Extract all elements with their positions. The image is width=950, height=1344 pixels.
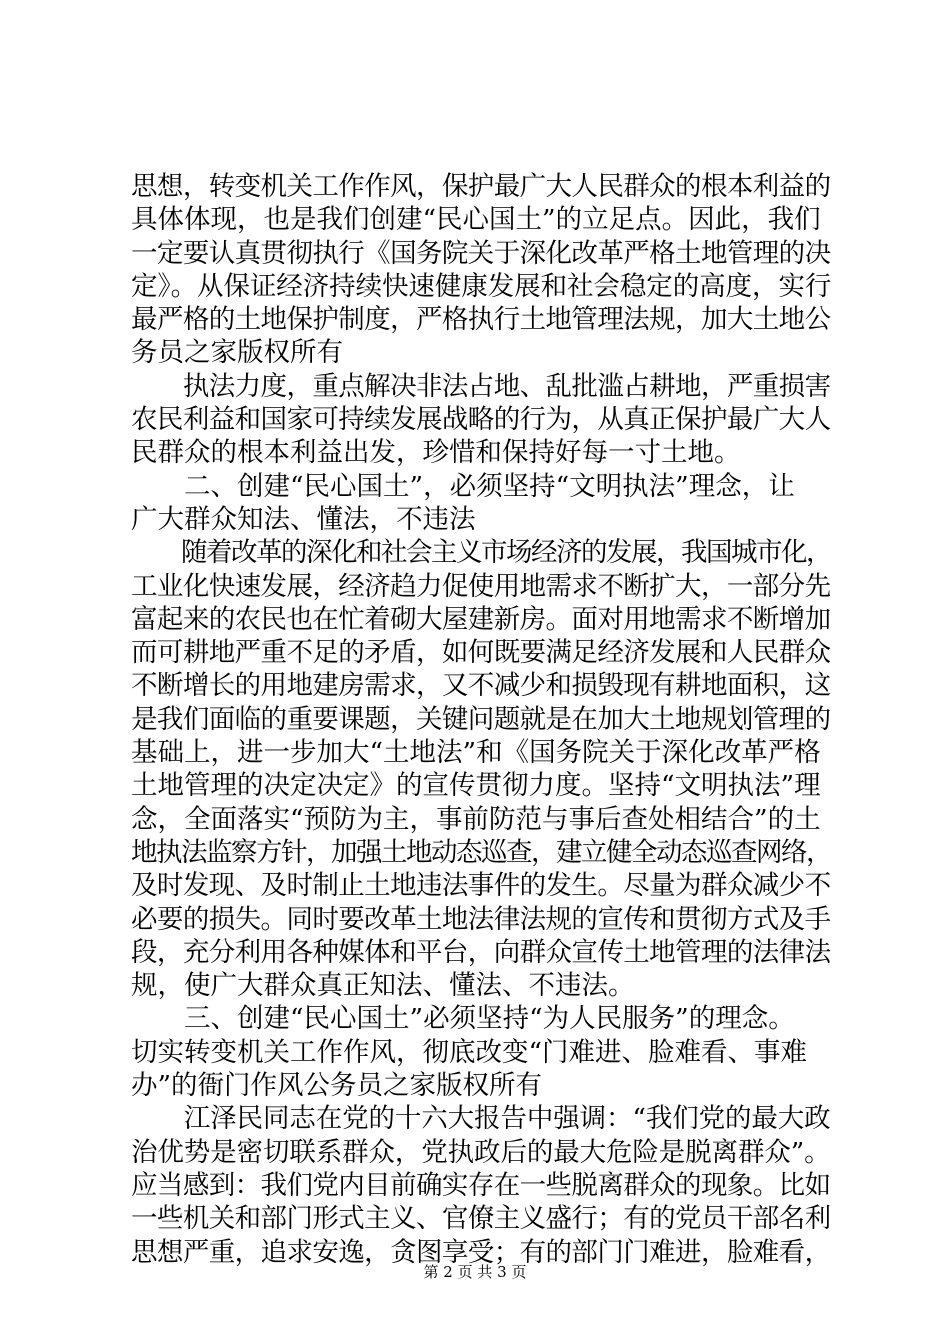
text-line: 基础上，进一步加大“土地法”和《国务院关于深化改革严格 bbox=[131, 737, 821, 769]
text-line: 务员之家版权所有 bbox=[131, 337, 343, 369]
text-line: 思想严重，追求安逸，贪图享受；有的部门门难进，脸难看， bbox=[131, 1236, 831, 1268]
text-line: 随着改革的深化和社会主义市场经济的发展，我国城市化， bbox=[131, 537, 831, 569]
text-line: 应当感到：我们党内目前确实存在一些脱离群众的现象。比如 bbox=[131, 1169, 831, 1201]
text-line: 执法力度，重点解决非法占地、乱批滥占耕地，严重损害 bbox=[131, 370, 831, 402]
text-line: 一些机关和部门形式主义、官僚主义盛行；有的党员干部名利 bbox=[131, 1203, 831, 1235]
text-line: 治优势是密切联系群众，党执政后的最大危险是脱离群众”。 bbox=[131, 1136, 831, 1168]
text-line: 段，充分利用各种媒体和平台，向群众宣传土地管理的法律法 bbox=[131, 936, 831, 968]
body-text bbox=[131, 170, 831, 1269]
text-line: 最严格的土地保护制度，严格执行土地管理法规，加大土地公 bbox=[131, 304, 831, 336]
text-line: 具体体现，也是我们创建“民心国土”的立足点。因此，我们 bbox=[131, 204, 821, 236]
text-line: 土地管理的决定决定》的宣传贯彻力度。坚持“文明执法”理 bbox=[131, 770, 821, 802]
text-line: 不断增长的用地建房需求，又不减少和损毁现有耕地面积，这 bbox=[131, 670, 831, 702]
text-line: 定》。从保证经济持续快速健康发展和社会稳定的高度，实行 bbox=[131, 270, 832, 302]
text-line: 三、创建“民心国土”必须坚持“为人民服务”的理念。 bbox=[131, 1003, 795, 1035]
text-line: 念，全面落实“预防为主，事前防范与事后查处相结合”的土 bbox=[131, 803, 821, 835]
text-line: 地执法监察方针，加强土地动态巡查，建立健全动态巡查网络， bbox=[131, 836, 831, 868]
text-line: 广大群众知法、懂法，不违法 bbox=[131, 503, 476, 535]
text-line: 而可耕地严重不足的矛盾，如何既要满足经济发展和人民群众 bbox=[131, 637, 831, 669]
text-line: 江泽民同志在党的十六大报告中强调：“我们党的最大政 bbox=[131, 1103, 831, 1135]
text-line: 富起来的农民也在忙着砌大屋建新房。面对用地需求不断增加 bbox=[131, 603, 831, 635]
text-line: 办”的衙门作风公务员之家版权所有 bbox=[131, 1070, 543, 1102]
text-line: 工业化快速发展，经济趋力促使用地需求不断扩大，一部分先 bbox=[131, 570, 831, 602]
text-line: 切实转变机关工作作风，彻底改变“门难进、脸难看、事难 bbox=[131, 1036, 808, 1068]
text-line: 农民利益和国家可持续发展战略的行为，从真正保护最广大人 bbox=[131, 404, 831, 436]
text-line: 一定要认真贯彻执行《国务院关于深化改革严格土地管理的决 bbox=[131, 237, 831, 269]
text-line: 二、创建“民心国土”，必须坚持“文明执法”理念，让 bbox=[131, 470, 795, 502]
text-line: 思想，转变机关工作作风，保护最广大人民群众的根本利益的 bbox=[131, 171, 831, 202]
text-line: 是我们面临的重要课题，关键问题就是在加大土地规划管理的 bbox=[131, 703, 831, 735]
text-line: 规，使广大群众真正知法、懂法、不违法。 bbox=[131, 970, 635, 1002]
text-line: 必要的损失。同时要改革土地法律法规的宣传和贯彻方式及手 bbox=[131, 903, 831, 935]
page-footer: 第 2 页 共 3 页 bbox=[423, 1263, 527, 1281]
text-line: 及时发现、及时制止土地违法事件的发生。尽量为群众减少不 bbox=[131, 870, 831, 902]
text-line: 民群众的根本利益出发，珍惜和保持好每一寸土地。 bbox=[131, 437, 741, 469]
